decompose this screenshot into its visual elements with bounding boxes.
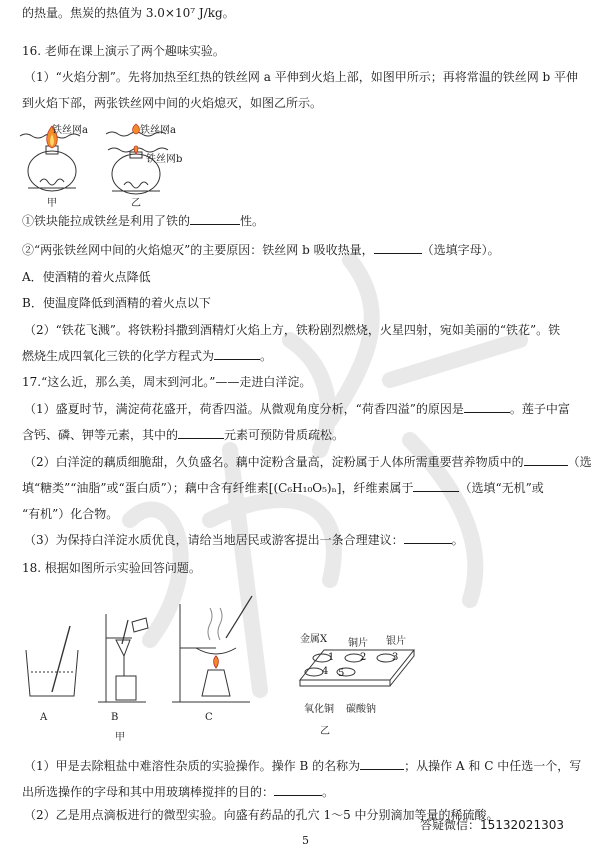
q17-part1-suffix: 。莲子中富 — [509, 402, 570, 416]
q17-part2-line2-text: 填“糖类”“油脂”或“蛋白质”）；藕中含有纤维素[(C₆H₁₀O₅)ₙ]，纤维素属于 — [22, 481, 414, 495]
q17-part3-text: （3）为保持白洋淀水质优良，请给当地居民或游客提出一条合理建议： — [24, 533, 404, 547]
q17-part1-blank1[interactable] — [464, 400, 510, 413]
q17-part3-blank[interactable] — [404, 531, 452, 544]
label-jia-18: 甲 — [115, 732, 125, 743]
q16-part2-line1: （2）“铁花飞溅”。将铁粉抖撒到酒精灯火焰上方，铁粉剧烈燃烧，火星四射，宛如美丽的“铁花”。铁 — [24, 323, 561, 337]
flame-yi-bottom — [134, 146, 138, 154]
q18-stem: 18. 根据如图所示实验回答问题。 — [22, 561, 201, 575]
q18-part1-line2-suffix: 。 — [322, 785, 335, 799]
q16-sub2 — [22, 241, 500, 259]
label-yi: 乙 — [131, 198, 141, 209]
q16-sub1-text: ①铁块能拉成铁丝是利用了铁的 — [22, 214, 191, 228]
label-n1: 1 — [328, 652, 335, 663]
flame-yi-top — [133, 124, 140, 134]
label-wire-b-yi: 铁丝网b — [146, 154, 183, 165]
label-yi-18: 乙 — [320, 726, 330, 737]
q16-part2-suffix: 。 — [260, 349, 273, 363]
q16-sub1-blank[interactable] — [190, 212, 240, 225]
label-silver: 银片 — [386, 636, 406, 647]
q16-sub1 — [22, 212, 264, 230]
q16-part2-line2 — [22, 347, 272, 365]
q16-part1-line1: （1）“火焰分割”。先将加热至红热的铁丝网 a 平伸到火焰上部，如图甲所示；再将常温的铁丝网 b 平伸 — [24, 70, 579, 84]
q17-part1-blank2[interactable] — [178, 426, 224, 439]
label-cuo: 氧化铜 — [304, 704, 334, 715]
label-n4: 4 — [322, 666, 329, 677]
q16-part2-text: 燃烧生成四氧化三铁的化学方程式为 — [22, 349, 215, 363]
top-line: 的热量。焦炭的热值为 3.0×10⁷ J/kg。 — [22, 6, 235, 20]
q16-sub2-suffix: （选填字母）。 — [421, 243, 500, 257]
contact-wechat: 答疑微信：15132021303 — [420, 818, 564, 832]
label-n5: 5 — [338, 668, 345, 679]
q18-part1-text: （1）甲是去除粗盐中难溶性杂质的实验操作。操作 B 的名称为 — [24, 759, 361, 773]
q17-part2-line2-suffix: （选填“无机”或 — [459, 481, 544, 495]
label-wire-a-yi: 铁丝网a — [140, 125, 176, 136]
label-a: A — [40, 712, 48, 723]
evaporation-c — [172, 596, 252, 702]
label-copper: 铜片 — [348, 638, 368, 649]
q18-part1-line1 — [24, 757, 581, 775]
q17-part2-line3: “有机”）化合物。 — [22, 507, 119, 521]
glass-rod-a — [52, 626, 70, 692]
q18-part1-suffix: ；从操作 A 和 C 中任选一个，写 — [404, 759, 582, 773]
q17-part2-text: （2）白洋淀的藕质细脆甜，久负盛名。藕中淀粉含量高，淀粉属于人体所需重要营养物质中的 — [24, 455, 524, 469]
q17-part2-line2 — [22, 479, 544, 497]
q16-sub1-suffix: 性。 — [240, 214, 265, 228]
q17-part2-blank1[interactable] — [524, 453, 568, 466]
pouring-beaker-b — [132, 618, 148, 632]
q17-part1-line2 — [22, 426, 344, 444]
q18-part1-blank1[interactable] — [360, 757, 404, 770]
q17-part3-suffix: 。 — [451, 533, 464, 547]
q18-part2: （2）乙是用点滴板进行的微型实验。向盛有药品的孔穴 1～5 中分别滴加等量的稀硫酸。 — [24, 808, 499, 822]
q16-part2-blank[interactable] — [214, 347, 260, 360]
q16-stem: 16. 老师在课上演示了两个趣味实验。 — [22, 44, 225, 58]
label-wire-a-jia: 铁丝网a — [52, 125, 88, 136]
q17-part1-line1 — [24, 400, 570, 418]
page-number: 5 — [302, 834, 309, 847]
q17-part2-line1 — [24, 453, 592, 471]
label-metal-x: 金属X — [300, 634, 328, 645]
label-n3: 3 — [392, 652, 399, 663]
label-n2: 2 — [360, 652, 367, 663]
label-jia: 甲 — [47, 198, 57, 209]
glass-rod-c — [226, 596, 252, 638]
q16-sub2-text: ②“两张铁丝网中间的火焰熄灭”的主要原因：铁丝网 b 吸收热量， — [22, 243, 374, 257]
filtration-b — [98, 614, 148, 702]
q16-part1-line2: 到火焰下部，两张铁丝网中间的火焰熄灭，如图乙所示。 — [22, 96, 323, 110]
q17-part3 — [24, 531, 464, 549]
label-b: B — [111, 712, 119, 723]
q16-option-b: B．使温度降低到酒精的着火点以下 — [22, 296, 211, 310]
q18-part1-line2-text: 出所选操作的字母和其中用玻璃棒搅拌的目的： — [22, 785, 275, 799]
beaker-dissolve-a — [26, 626, 78, 696]
q17-part1-text: （1）盛夏时节，满淀荷花盛开，荷香四溢。从微观角度分析，“荷香四溢”的原因是 — [24, 402, 464, 416]
q17-part1-line2-text: 含钙、磷、钾等元素，其中的 — [22, 428, 179, 442]
q17-part2-suffix: （选 — [567, 455, 592, 469]
q18-part1-blank2[interactable] — [274, 783, 322, 796]
label-c: C — [205, 712, 213, 723]
q16-sub2-blank[interactable] — [374, 241, 422, 254]
q17-part2-blank2[interactable] — [413, 479, 459, 492]
salt-purification-figure — [20, 592, 260, 712]
q16-option-a: A．使酒精的着火点降低 — [22, 270, 151, 284]
q18-part1-line2 — [22, 783, 334, 801]
q17-stem: 17.“这么近，那么美，周末到河北。”——走进白洋淀。 — [22, 375, 312, 389]
label-na2co3: 碳酸钠 — [346, 704, 376, 715]
q17-part1-line2-suffix: 元素可预防骨质疏松。 — [224, 428, 345, 442]
